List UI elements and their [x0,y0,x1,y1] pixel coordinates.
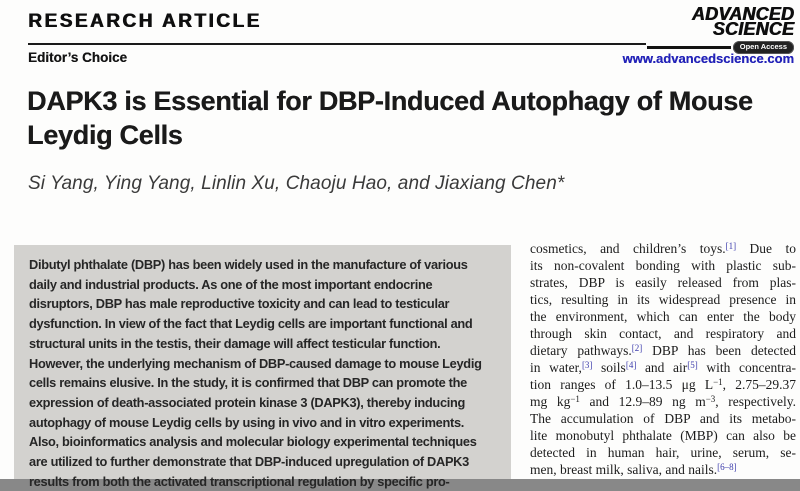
abstract-line: structural units in the testis, their damage will affect testicular function. [29,335,441,351]
abstract-line: Also, bioinformatics analysis and molecular biology experimental techniques [29,434,477,450]
text-segment: −3 [705,394,716,404]
citation-link[interactable]: [1] [725,241,737,251]
text-segment: dietary pathways. [530,343,632,358]
text-segment: , respectively. [715,394,796,409]
text-segment: and 12.9–89 ng m [579,394,706,409]
text-segment: , 2.75–29.37 [722,377,797,392]
body-line [530,376,796,393]
text-segment: tion ranges of 1.0–13.5 μg L [530,377,714,392]
text-segment: men, breast milk, saliva, and nails. [530,462,718,477]
citation-link[interactable]: [5] [687,360,698,370]
body-line [530,274,796,291]
body-line [530,291,796,308]
journal-logo-line1: ADVANCED [691,4,794,24]
abstract-line: However, the underlying mechanism of DBP-caused damage to mouse Leydig [29,355,482,371]
text-segment: −1 [570,394,580,404]
body-line [530,240,796,257]
journal-logo [691,4,794,39]
text-segment: in water, [530,360,582,375]
text-segment: mg kg [530,394,571,409]
text-segment: soils [592,360,626,375]
abstract-line: expression of death-associated protein kinase 3 (DAPK3), thereby inducing [29,394,466,410]
text-segment: Due to [736,241,796,256]
abstract-line: daily and industrial products. As one of the most important endocrine [29,276,433,292]
text-segment: through skin contact, and respiratory and [530,326,796,341]
body-line [530,342,796,359]
text-segment: tics, resulting in its widespread presence in [530,292,796,307]
abstract-line: results from both the activated transcriptional regulation by specific pro- [29,473,450,489]
abstract-line: autophagy of mouse Leydig cells by using in vivo and in vitro experiments. [29,414,465,430]
citation-link[interactable]: [3] [581,360,593,370]
author-line: Si Yang, Ying Yang, Linlin Xu, Chaoju Hao, and Jiaxiang Chen* [28,173,565,194]
text-segment: lite monobutyl phthalate (MBP) can also be [530,428,796,443]
article-type-label: RESEARCH ARTICLE [28,11,262,32]
body-line [530,325,796,342]
citation-link[interactable]: [6–8] [717,462,737,472]
citation-link[interactable]: [2] [631,343,643,353]
journal-logo-line2: SCIENCE [712,19,794,39]
text-segment: its non-covalent bonding with plastic sub- [530,258,796,273]
abstract-line: are utilized to further demonstrate that DBP-induced upregulation of DAPK3 [29,454,469,470]
body-line [530,308,796,325]
text-segment: detected in human hair, urine, serum, se- [530,445,796,460]
title-line: Leydig Cells [27,120,183,150]
body-line [530,427,796,444]
body-line [530,393,796,410]
text-segment: cosmetics, and children’s toys. [530,241,726,256]
body-line [530,257,796,274]
open-access-badge: Open Access [733,41,794,54]
title-line: DAPK3 is Essential for DBP-Induced Autophagy of Mouse [27,86,753,116]
text-segment: strates, DBP is easily released from plas- [530,275,796,290]
abstract-box [14,245,511,489]
text-segment: and air [636,360,688,375]
article-title [27,84,753,152]
citation-link[interactable]: [4] [625,360,637,370]
body-line [530,410,796,427]
abstract-line: disruptors, DBP has male reproductive toxicity and can lead to testicular [29,296,450,312]
body-line [530,461,796,478]
editors-choice-label: Editor’s Choice [28,50,128,65]
text-segment: the environment, which can enter the body [530,309,796,324]
text-segment: DBP has been detected [642,343,796,358]
abstract-line: dysfunction. In view of the fact that Leydig cells are important functional and [29,316,473,332]
text-segment: with concentra- [697,360,796,375]
body-text-column [530,240,796,479]
abstract-line: Dibutyl phthalate (DBP) has been widely used in the manufacture of various [29,257,468,272]
text-segment: The accumulation of DBP and its metabo- [530,411,796,426]
body-line [530,444,796,461]
abstract-line: cells remains elusive. In the study, it is confirmed that DBP can promote the [29,375,467,391]
body-line [530,359,796,376]
logo-bar-line [647,46,731,50]
text-segment: −1 [713,377,723,387]
header-rule [28,43,646,45]
journal-url-link[interactable]: www.advancedscience.com [622,51,794,66]
